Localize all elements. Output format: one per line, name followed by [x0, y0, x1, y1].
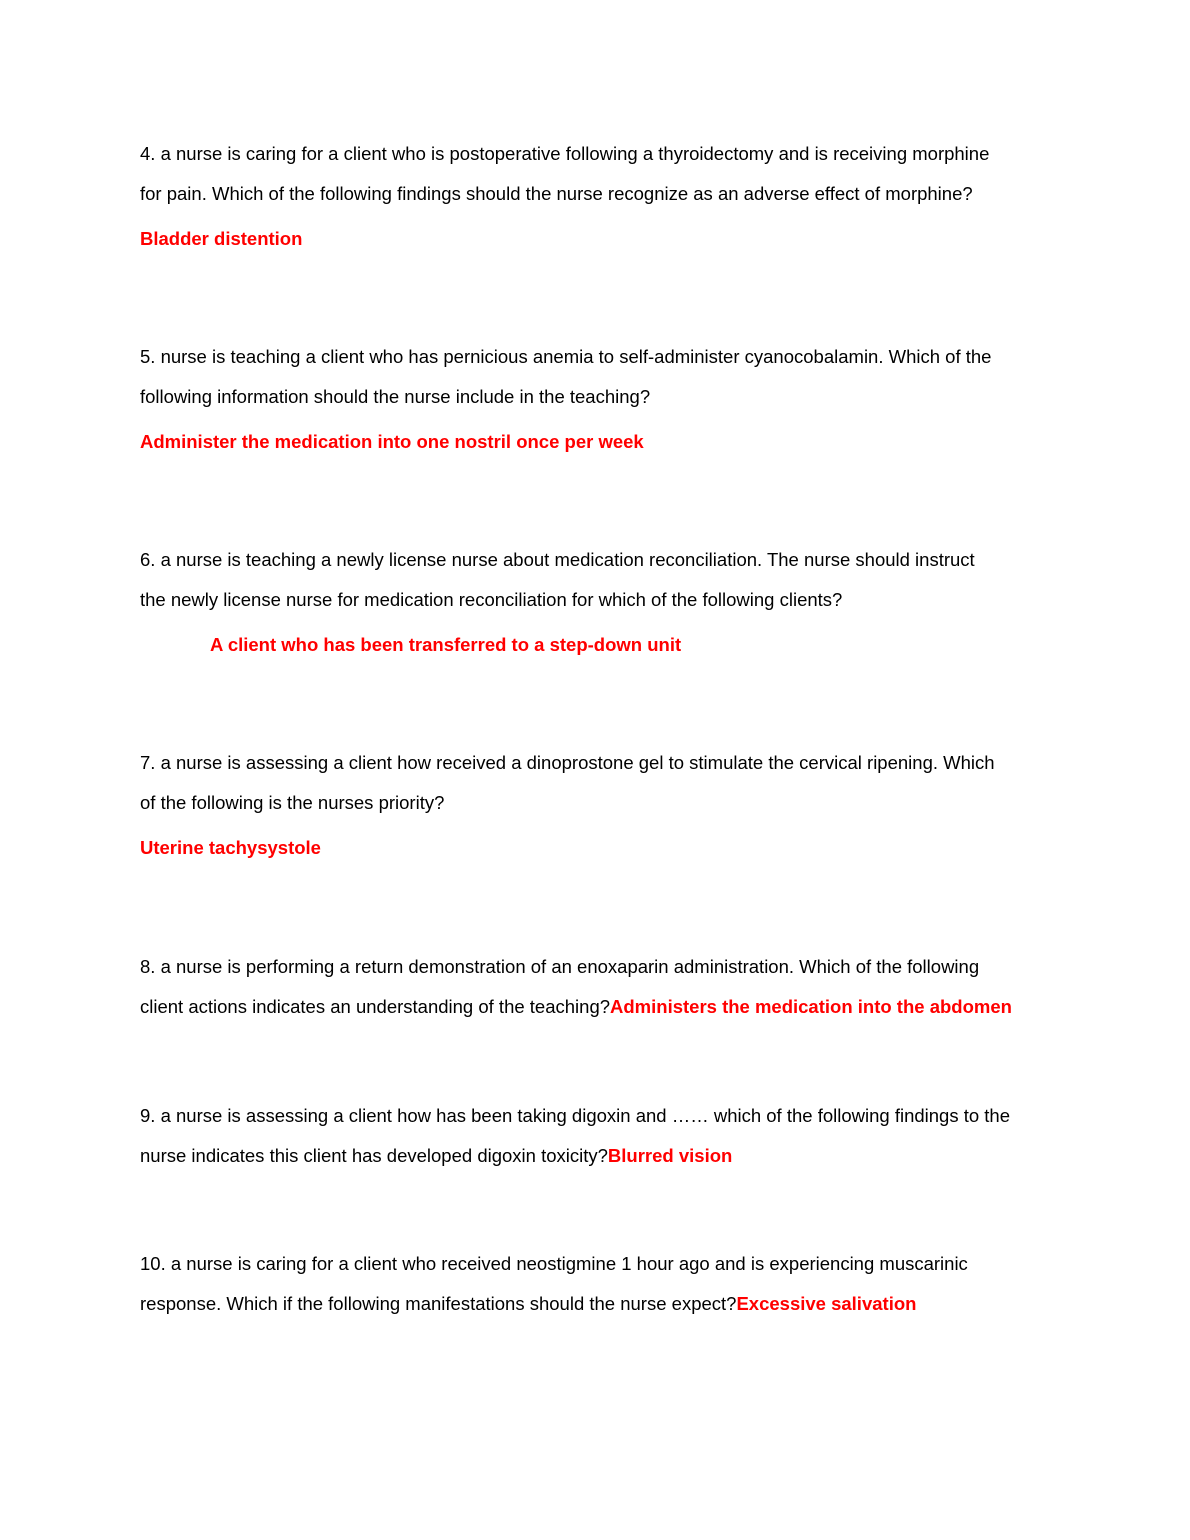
question-block-7 — [140, 743, 1060, 860]
answer-6: A client who has been transferred to a step-down unit — [210, 634, 682, 655]
question-5-line-2: following information should the nurse include in the teaching? — [140, 385, 651, 407]
question-10-line-2-text: response. Which if the following manifestations should the nurse expect? — [140, 1292, 737, 1314]
question-8-line-2-text: client actions indicates an understanding of the teaching? — [140, 995, 611, 1017]
answer-4: Bladder distention — [140, 228, 303, 249]
question-10-line-2 — [140, 1284, 1060, 1324]
question-9-line-2 — [140, 1136, 1060, 1176]
question-block-4 — [140, 134, 1060, 251]
question-6-line-2: the newly license nurse for medication reconciliation for which of the following clients? — [140, 588, 843, 610]
question-9-line-2-text: nurse indicates this client has developed digoxin toxicity? — [140, 1144, 608, 1166]
question-block-6 — [140, 540, 1060, 657]
question-6-line-1: 6. a nurse is teaching a newly license nurse about medication reconciliation. The nurse should instruct — [140, 549, 975, 570]
question-block-5 — [140, 337, 1060, 454]
question-8-line-1: 8. a nurse is performing a return demonstration of an enoxaparin administration. Which of the following — [140, 956, 980, 977]
question-block-8 — [140, 947, 1060, 1026]
question-5-line-1: 5. nurse is teaching a client who has pernicious anemia to self-administer cyanocobalamin. Which of the — [140, 346, 992, 367]
question-9-line-1: 9. a nurse is assessing a client how has been taking digoxin and …… which of the following findings to the — [140, 1105, 1011, 1126]
answer-7: Uterine tachysystole — [140, 837, 321, 858]
question-4-line-2: for pain. Which of the following findings should the nurse recognize as an adverse effect of morphine? — [140, 182, 973, 204]
question-10-line-1: 10. a nurse is caring for a client who received neostigmine 1 hour ago and is experiencing muscarinic — [140, 1253, 968, 1274]
question-8-line-2 — [140, 987, 1060, 1027]
answer-5: Administer the medication into one nostril once per week — [140, 431, 644, 452]
question-block-9 — [140, 1096, 1060, 1175]
answer-10: Excessive salivation — [736, 1292, 917, 1314]
answer-8: Administers the medication into the abdomen — [610, 995, 1012, 1017]
answer-9: Blurred vision — [607, 1144, 733, 1166]
question-7-line-2: of the following is the nurses priority? — [140, 791, 445, 813]
question-block-10 — [140, 1244, 1060, 1323]
question-4-line-1: 4. a nurse is caring for a client who is postoperative following a thyroidectomy and is receiving morphine — [140, 143, 990, 164]
question-7-line-1: 7. a nurse is assessing a client how received a dinoprostone gel to stimulate the cervical ripening. Which — [140, 752, 995, 773]
